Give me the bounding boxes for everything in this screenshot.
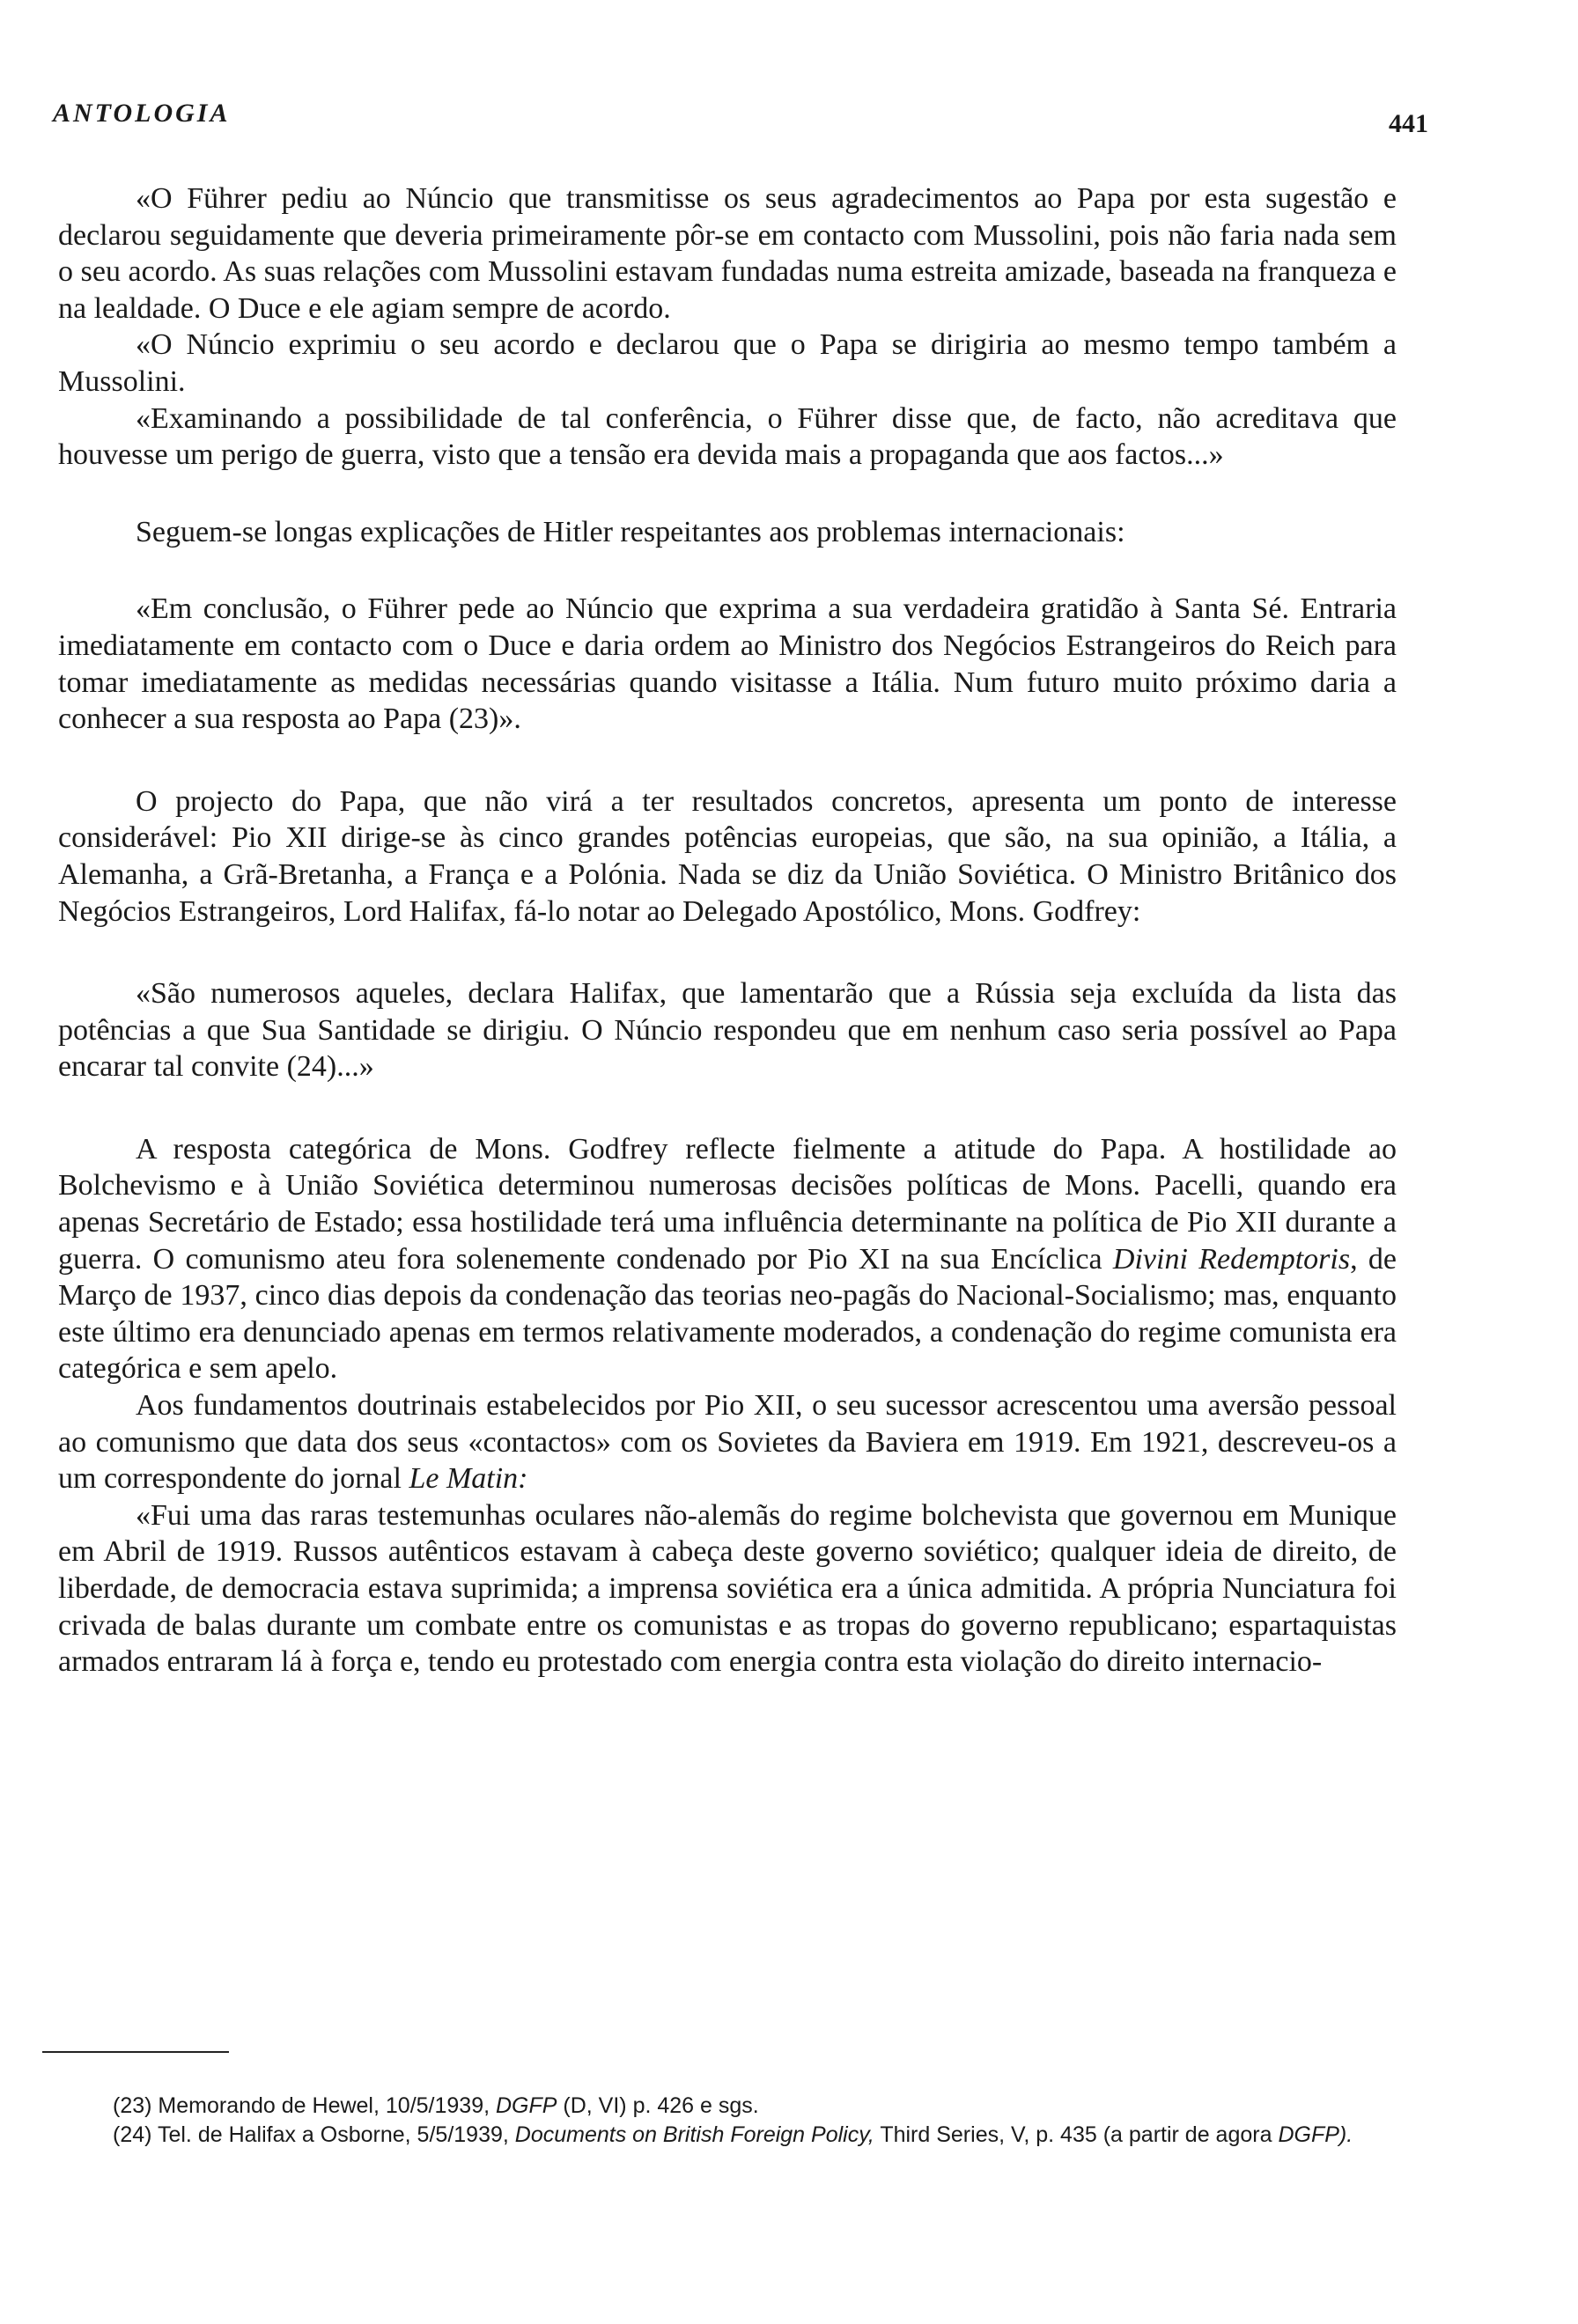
paragraph: «São numerosos aqueles, declara Halifax, que lamentarão que a Rússia seja excluída da lista das potências a que Sua Santidade se dirigiu. O Núncio respondeu que em nenhum caso seria possível ao Papa encarar tal convite (24)...»	[58, 977, 1397, 1084]
encyclical-title: Divini Redemptoris	[1112, 1242, 1351, 1276]
page-header	[53, 99, 1428, 151]
body-text	[58, 180, 1397, 1680]
paragraph: Seguem-se longas explicações de Hitler respeitantes aos problemas internacionais:	[136, 515, 1125, 548]
paragraph: «O Núncio exprimiu o seu acordo e declarou que o Papa se dirigiria ao mesmo tempo também a Mussolini.	[58, 328, 1397, 398]
paragraph: O projecto do Papa, que não virá a ter resultados concretos, apresenta um ponto de interesse considerável: Pio XII dirige-se às cinco grandes potências europeias, que são, na sua opinião, a Itália, a Alemanha, a Grã-Bretanha, a França e a Polónia. Nada se diz da União Soviética. O Ministro Britânico dos Negócios Estrangeiros, Lord Halifax, fá-lo notar ao Delegado Apostólico, Mons. Godfrey:	[58, 784, 1397, 928]
paragraph	[58, 1131, 1397, 1387]
footnote-rule	[42, 2051, 229, 2053]
paragraph-text: Aos fundamentos doutrinais estabelecidos por Pio XII, o seu sucessor acrescentou uma aversão pessoal ao comunismo que data dos seus «contactos» com os Sovietes da Baviera em 1919. Em 1921, descreveu-os a um correspondente do jornal	[58, 1389, 1397, 1496]
newspaper-title: Le Matin:	[409, 1462, 528, 1496]
paragraph: «Fui uma das raras testemunhas oculares não-alemãs do regime bolchevista que governou em Munique em Abril de 1919. Russos autênticos estavam à cabeça deste governo soviético; qualquer ideia de direito, de liberdade, de democracia estava suprimida; a imprensa soviética era a única admitida. A própria Nunciatura foi crivada de balas durante um combate entre os comunistas e as tropas do governo republicano; espartaquistas armados entraram lá à força e, tendo eu protestado com energia contra esta violação do direito internacio-	[58, 1498, 1397, 1679]
paragraph: «O Führer pediu ao Núncio que transmitisse os seus agradecimentos ao Papa por esta sugestão e declarou seguidamente que deveria primeiramente pôr-se em contacto com Mussolini, pois não faria nada sem o seu acordo. As suas relações com Mussolini estavam fundadas numa estreita amizade, baseada na franqueza e na lealdade. O Duce e ele agiam sempre de acordo.	[58, 182, 1397, 325]
running-title: ANTOLOGIA	[53, 99, 231, 128]
paragraph: «Examinando a possibilidade de tal conferência, o Führer disse que, de facto, não acreditava que houvesse um perigo de guerra, visto que a tensão era devida mais a propaganda que aos factos...»	[58, 401, 1397, 472]
paragraph	[58, 1387, 1397, 1497]
paragraph-text: , de Março de 1937, cinco dias depois da condenação das teorias neo-pagãs do Nacional-Socialismo; mas, enquanto este último era denunciado apenas em termos relativamente moderados, a condenação do regime comunista era categórica e sem apelo.	[58, 1242, 1397, 1386]
paragraph-text: A resposta categórica de Mons. Godfrey reflecte fielmente a atitude do Papa. A hostilidade ao Bolchevismo e à União Soviética determinou numerosas decisões políticas de Mons. Pacelli, quando era apenas Secretário de Estado; essa hostilidade terá uma influência determinante na política de Pio XII durante a guerra. O comunismo ateu fora solenemente condenado por Pio XI na sua Encíclica	[58, 1132, 1397, 1276]
footnote-title: DGFP).	[1278, 2122, 1353, 2147]
footnotes	[39, 2092, 1386, 2150]
footnote-title: DGFP	[496, 2093, 557, 2118]
footnote-text: (D, VI) p. 426 e sgs.	[563, 2093, 759, 2118]
footnote-24	[39, 2121, 1386, 2150]
footnote-text: Tel. de Halifax a Osborne, 5/5/1939,	[157, 2122, 509, 2147]
footnote-marker: (23)	[113, 2093, 152, 2118]
footnote-title: Documents on British Foreign Policy,	[514, 2122, 874, 2147]
footnote-text: Third Series, V, p. 435 (a partir de agora	[880, 2122, 1272, 2147]
footnote-text: Memorando de Hewel, 10/5/1939,	[158, 2093, 490, 2118]
paragraph: «Em conclusão, o Führer pede ao Núncio que exprima a sua verdadeira gratidão à Santa Sé. Entraria imediatamente em contacto com o Duce e daria ordem ao Ministro dos Negócios Estrangeiros do Reich para tomar imediatamente as medidas necessárias quando visitasse a Itália. Num futuro muito próximo daria a conhecer a sua resposta ao Papa (23)».	[58, 592, 1397, 736]
footnote-23	[39, 2092, 1386, 2121]
footnote-marker: (24)	[113, 2122, 152, 2147]
page-number: 441	[1389, 109, 1428, 138]
